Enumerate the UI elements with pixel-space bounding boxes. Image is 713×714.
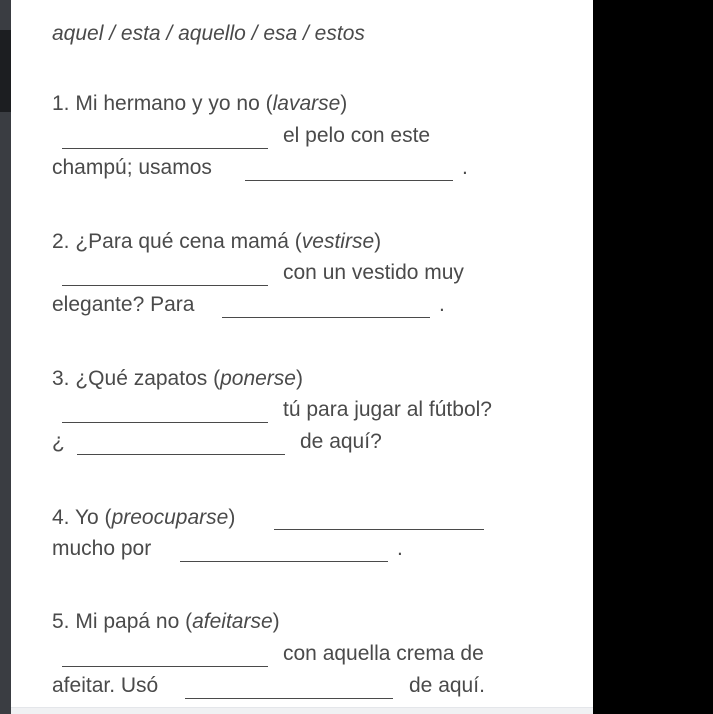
item-1-verb: lavarse — [272, 92, 341, 115]
item-1-end: . — [462, 156, 468, 179]
item-2-text-3: elegante? Para — [52, 293, 195, 316]
item-1-blank-2[interactable] — [245, 180, 453, 181]
item-3-text-3: ¿ — [52, 430, 65, 453]
item-4-blank-2[interactable] — [180, 561, 388, 562]
item-2-prompt: 2. ¿Para qué cena mamá (vestirse) — [52, 230, 382, 253]
item-5-end: de aquí. — [409, 674, 485, 697]
item-5-blank-1[interactable] — [62, 666, 268, 667]
item-3-blank-1[interactable] — [62, 422, 268, 423]
left-window-edge — [0, 0, 11, 714]
item-2-blank-1[interactable] — [62, 285, 268, 286]
item-3-prompt: 3. ¿Qué zapatos (ponerse) — [52, 367, 303, 390]
item-2-verb: vestirse — [301, 230, 375, 253]
item-1-text-3: champú; usamos — [52, 156, 212, 179]
item-1-prompt: 1. Mi hermano y yo no (lavarse) — [52, 92, 348, 115]
item-1-blank-1[interactable] — [62, 148, 268, 149]
item-5-blank-2[interactable] — [185, 698, 393, 699]
item-3-verb: ponerse — [220, 367, 296, 390]
left-edge-accent — [0, 30, 11, 112]
item-5-text-3: afeitar. Usó — [52, 674, 159, 697]
item-5-verb: afeitarse — [192, 610, 273, 633]
item-3-end: de aquí? — [300, 430, 382, 453]
item-4-end: . — [397, 537, 403, 560]
item-3-text-2: tú para jugar al fútbol? — [283, 398, 492, 421]
item-4-text-2: mucho por — [52, 537, 152, 560]
worksheet-page — [11, 0, 593, 714]
word-bank: aquel / esta / aquello / esa / estos — [52, 22, 365, 45]
right-background — [593, 0, 713, 714]
item-1-text-2: el pelo con este — [283, 124, 431, 147]
item-2-text-2: con un vestido muy — [283, 261, 464, 284]
item-2-end: . — [439, 293, 445, 316]
item-3-blank-2[interactable] — [77, 454, 285, 455]
item-5-text-2: con aquella crema de — [283, 642, 484, 665]
item-2-blank-2[interactable] — [222, 317, 430, 318]
item-4-verb: preocuparse — [111, 506, 229, 529]
page-bottom-divider — [11, 707, 593, 714]
item-4-blank-1[interactable] — [274, 529, 484, 530]
item-5-prompt: 5. Mi papá no (afeitarse) — [52, 610, 280, 633]
item-4-prompt: 4. Yo (preocuparse) — [52, 506, 236, 529]
